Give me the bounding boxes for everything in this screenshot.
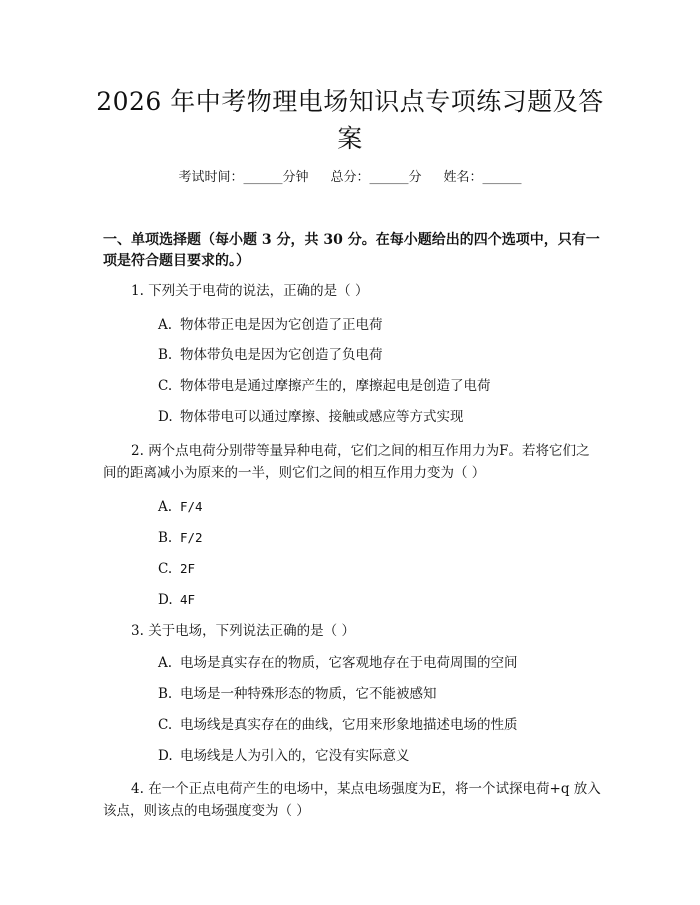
question-stem: 在一个正点电荷产生的电场中，某点电场强度为E，将一个试探电荷+q 放入该点，则该点的电场强度变为（ ） <box>103 781 601 819</box>
option-letter: A. <box>158 655 173 671</box>
option-text: F/2 <box>180 530 203 545</box>
option-text: F/4 <box>180 499 203 514</box>
option-letter: B. <box>158 530 173 546</box>
option-text: 物体带正电是因为它创造了正电荷 <box>180 317 383 333</box>
question-2-option-d <box>158 590 608 610</box>
question-1-option-d <box>158 407 608 427</box>
question-1 <box>103 280 603 302</box>
option-letter: D. <box>158 409 173 425</box>
question-number: 1. <box>131 283 144 299</box>
option-letter: C. <box>158 717 173 733</box>
exam-meta-row <box>0 168 700 188</box>
option-letter: B. <box>158 686 173 702</box>
question-3-option-c <box>158 715 608 735</box>
total-score-field: 总分：______分 <box>330 170 422 185</box>
question-3 <box>103 620 603 642</box>
option-letter: B. <box>158 347 173 363</box>
question-2-option-a <box>158 497 608 517</box>
question-number: 3. <box>131 623 144 639</box>
question-3-option-b <box>158 684 608 704</box>
option-text: 物体带电是通过摩擦产生的，摩擦起电是创造了电荷 <box>180 378 491 394</box>
section-heading: 一、单项选择题（每小题 3 分，共 30 分。在每小题给出的四个选项中，只有一项是符合题目要求的。） <box>103 232 600 269</box>
option-letter: A. <box>158 317 173 333</box>
question-2-option-c <box>158 559 608 579</box>
exam-title-line-1: 2026 年中考物理电场知识点专项练习题及答 <box>96 87 604 116</box>
option-letter: C. <box>158 378 173 394</box>
option-text: 4F <box>180 592 196 607</box>
option-letter: C. <box>158 561 173 577</box>
question-3-option-d <box>158 746 608 766</box>
question-stem: 下列关于电荷的说法，正确的是（ ） <box>148 283 369 299</box>
option-text: 电场是真实存在的物质，它客观地存在于电荷周围的空间 <box>180 655 518 671</box>
question-stem: 两个点电荷分别带等量异种电荷，它们之间的相互作用力为F。若将它们之间的距离减小为原来的一半，则它们之间的相互作用力变为（ ） <box>103 443 590 481</box>
question-4 <box>103 778 603 822</box>
option-text: 物体带负电是因为它创造了负电荷 <box>180 347 383 363</box>
option-text: 物体带电可以通过摩擦、接触或感应等方式实现 <box>180 409 464 425</box>
question-1-option-a <box>158 315 608 335</box>
question-2-option-b <box>158 528 608 548</box>
option-text: 电场线是人为引入的，它没有实际意义 <box>180 748 410 764</box>
question-stem: 关于电场，下列说法正确的是（ ） <box>148 623 355 639</box>
question-1-option-b <box>158 345 608 365</box>
option-text: 电场是一种特殊形态的物质，它不能被感知 <box>180 686 437 702</box>
question-number: 4. <box>131 781 144 797</box>
exam-time-field: 考试时间：______分钟 <box>178 170 309 185</box>
exam-title-line-2: 案 <box>337 124 363 153</box>
question-2 <box>103 440 603 484</box>
question-3-option-a <box>158 653 608 673</box>
option-text: 2F <box>180 561 196 576</box>
question-1-option-c <box>158 376 608 396</box>
option-letter: D. <box>158 592 173 608</box>
option-letter: D. <box>158 748 173 764</box>
option-letter: A. <box>158 499 173 515</box>
student-name-field: 姓名：______ <box>443 170 522 185</box>
option-text: 电场线是真实存在的曲线，它用来形象地描述电场的性质 <box>180 717 518 733</box>
question-number: 2. <box>131 443 144 459</box>
